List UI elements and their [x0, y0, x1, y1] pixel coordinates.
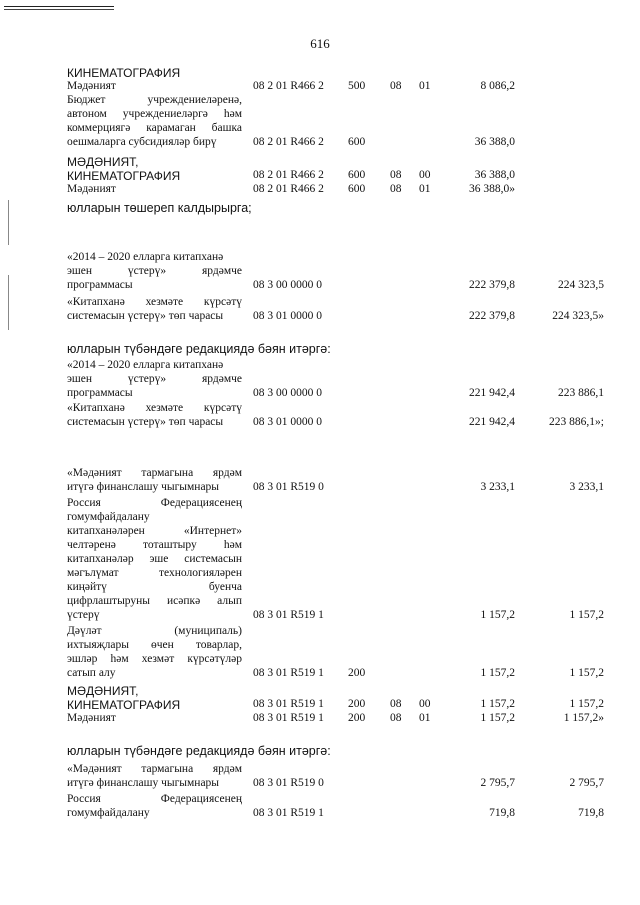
- row-code: 08 2 01 R466 2: [253, 183, 324, 195]
- row-name-line: системасын үстерү» төп чарасы: [67, 310, 224, 322]
- row-name-line: «Мәдәният тармагына ярдәм: [67, 467, 242, 479]
- row-vr: 600: [348, 183, 366, 195]
- row-name-line: Россия Федерациясенең: [67, 497, 242, 509]
- row-name: Мәдәният: [67, 183, 116, 195]
- row-name-line: китапханәләр эше системасын: [67, 553, 242, 565]
- row-name-line: китапханәләрен «Интернет»: [67, 525, 242, 537]
- row-value-2020: 2 795,7: [569, 777, 604, 789]
- row-vr: 500: [348, 80, 366, 92]
- row-vr: 200: [348, 667, 366, 679]
- row-name-line: цифрлаштыруны исәпкә алып: [67, 595, 242, 607]
- row-name-line: Дәүләт (муниципаль): [67, 625, 242, 637]
- row-value-2019: 222 379,8: [469, 279, 515, 291]
- row-name-line: киңәйтү буенча: [67, 581, 242, 593]
- row-code: 08 3 01 0000 0: [253, 310, 322, 322]
- row-name: Мәдәният: [67, 80, 116, 92]
- row-value-2020: 719,8: [578, 807, 604, 819]
- row-value-2019: 1 157,2: [480, 698, 515, 710]
- row-code: 08 2 01 R466 2: [253, 169, 324, 181]
- row-name-line: итүгә финанслашу чыгымнары: [67, 777, 220, 789]
- instruction-replace: юлларын түбәндәге редакциядә бәян итәргә:: [67, 342, 331, 356]
- row-value-2020: 224 323,5: [558, 279, 604, 291]
- row-vr: 200: [348, 712, 366, 724]
- row-pr: 01: [419, 183, 431, 195]
- header-rule: [4, 6, 114, 7]
- row-value-2019: 36 388,0»: [469, 183, 515, 195]
- instruction-replace: юлларын түбәндәге редакциядә бәян итәргә:: [67, 744, 331, 758]
- row-value-2019: 3 233,1: [480, 481, 515, 493]
- row-name-line: «2014 – 2020 елларга китапханә: [67, 251, 224, 263]
- row-code: 08 3 01 R519 1: [253, 698, 324, 710]
- row-rz: 08: [390, 698, 402, 710]
- row-value-2020: 223 886,1»;: [549, 416, 604, 428]
- row-value-2020: 1 157,2: [569, 667, 604, 679]
- page-number: 616: [310, 36, 330, 51]
- row-value-2019: 8 086,2: [480, 80, 515, 92]
- row-name-line: «Мәдәният тармагына ярдәм: [67, 763, 242, 775]
- row-rz: 08: [390, 183, 402, 195]
- row-name-line: эшен үстерү» ярдәмче: [67, 373, 242, 385]
- row-pr: 01: [419, 80, 431, 92]
- section-heading: КИНЕМАТОГРАФИЯ: [67, 66, 181, 80]
- row-value-2019: 221 942,4: [469, 416, 515, 428]
- row-value-2020: 1 157,2: [569, 698, 604, 710]
- margin-mark: [8, 275, 9, 330]
- row-value-2019: 36 388,0: [474, 136, 515, 148]
- row-pr: 01: [419, 712, 431, 724]
- row-value-2020: 3 233,1: [569, 481, 604, 493]
- row-name-line: «Китапханә хезмәте күрсәтү: [67, 402, 242, 414]
- row-name-line: МӘДӘНИЯТ,: [67, 155, 139, 169]
- row-pr: 00: [419, 698, 431, 710]
- row-name-line: гомумфайдалану: [67, 807, 150, 819]
- row-code: 08 3 01 R519 1: [253, 807, 324, 819]
- row-name-line: программасы: [67, 279, 133, 291]
- margin-mark: [8, 200, 9, 245]
- row-name-line: челтәренә тоташтыру һәм: [67, 539, 242, 551]
- row-value-2019: 36 388,0: [474, 169, 515, 181]
- row-value-2019: 1 157,2: [480, 667, 515, 679]
- row-pr: 00: [419, 169, 431, 181]
- row-name-line: «Китапханә хезмәте күрсәтү: [67, 296, 242, 308]
- row-rz: 08: [390, 80, 402, 92]
- row-vr: 600: [348, 169, 366, 181]
- row-name-line: сатып алу: [67, 667, 116, 679]
- row-vr: 600: [348, 136, 366, 148]
- row-name-line: КИНЕМАТОГРАФИЯ: [67, 169, 181, 183]
- row-vr: 200: [348, 698, 366, 710]
- row-name-line: итүгә финанслашу чыгымнары: [67, 481, 220, 493]
- row-name-line: оешмаларга субсидияләр бирү: [67, 136, 217, 148]
- row-rz: 08: [390, 169, 402, 181]
- header-rule-secondary: [4, 9, 114, 10]
- row-code: 08 3 01 R519 1: [253, 667, 324, 679]
- row-name-line: коммерциягә карамаган башка: [67, 122, 242, 134]
- row-value-2019: 1 157,2: [480, 609, 515, 621]
- row-code: 08 3 00 0000 0: [253, 387, 322, 399]
- instruction-delete: юлларын төшереп калдырырга;: [67, 201, 252, 215]
- row-name-line: системасын үстерү» төп чарасы: [67, 416, 224, 428]
- row-value-2020: 224 323,5»: [552, 310, 604, 322]
- row-name-line: эшен үстерү» ярдәмче: [67, 265, 242, 277]
- row-name-line: гомумфайдалану: [67, 511, 150, 523]
- row-value-2019: 222 379,8: [469, 310, 515, 322]
- row-rz: 08: [390, 712, 402, 724]
- row-name-line: мәгълүмат технологияләрен: [67, 567, 242, 579]
- row-name-line: эшләр һәм хезмәт күрсәтүләр: [67, 653, 242, 665]
- row-name: Мәдәният: [67, 712, 116, 724]
- row-name-line: Россия Федерациясенең: [67, 793, 242, 805]
- row-code: 08 3 00 0000 0: [253, 279, 322, 291]
- row-value-2020: 1 157,2»: [563, 712, 604, 724]
- row-name-line: Бюджет учреждениеләренә,: [67, 94, 242, 106]
- row-value-2019: 719,8: [489, 807, 515, 819]
- row-name-line: үстерү: [67, 609, 100, 621]
- row-name-line: КИНЕМАТОГРАФИЯ: [67, 698, 181, 712]
- row-code: 08 3 01 0000 0: [253, 416, 322, 428]
- row-value-2019: 221 942,4: [469, 387, 515, 399]
- row-name-line: «2014 – 2020 елларга китапханә: [67, 359, 224, 371]
- row-value-2020: 1 157,2: [569, 609, 604, 621]
- row-value-2019: 2 795,7: [480, 777, 515, 789]
- row-name-line: ихтыяҗлары өчен товарлар,: [67, 639, 242, 651]
- row-code: 08 3 01 R519 0: [253, 481, 324, 493]
- row-name-line: автоном учреждениеләргә һәм: [67, 108, 242, 120]
- row-code: 08 2 01 R466 2: [253, 80, 324, 92]
- row-code: 08 2 01 R466 2: [253, 136, 324, 148]
- row-name-line: МӘДӘНИЯТ,: [67, 684, 139, 698]
- row-code: 08 3 01 R519 1: [253, 712, 324, 724]
- row-value-2019: 1 157,2: [480, 712, 515, 724]
- row-code: 08 3 01 R519 1: [253, 609, 324, 621]
- row-name-line: программасы: [67, 387, 133, 399]
- row-code: 08 3 01 R519 0: [253, 777, 324, 789]
- row-value-2020: 223 886,1: [558, 387, 604, 399]
